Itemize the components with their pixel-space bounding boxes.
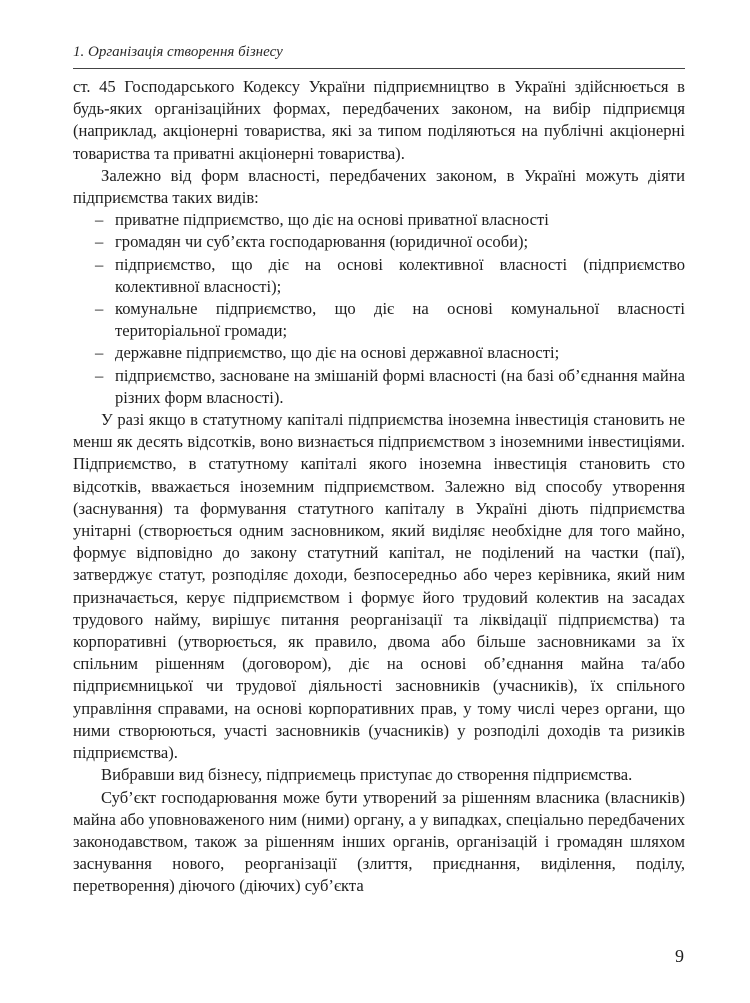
dash-marker: – [95,299,104,319]
list-item [73,231,685,253]
dash-marker: – [95,232,104,252]
dash-marker: – [95,210,104,230]
enterprise-types-list [73,209,685,409]
page-number: 9 [675,946,684,966]
list-item [73,254,685,298]
list-item [73,342,685,364]
paragraph-2: Залежно від форм власності, передбачених законом, в Україні можуть діяти підприємства таких видів: [73,165,685,208]
list-item [73,209,685,231]
list-item-text: приватне підприємство, що діє на основі приватної власності [115,210,549,230]
paragraph-1: ст. 45 Господарського Кодексу України підприємництво в Україні здійснюється в будь-яких організаційних формах, передбачених законом, на вибір підприємця (наприклад, акціонерні товариства, які за типом поділяються на публічні акціонерні товариства та приватні акціонерні товариства). [73,77,685,163]
dash-marker: – [95,365,104,385]
list-item-text: громадян чи суб’єкта господарювання (юридичної особи); [115,232,529,252]
list-item [73,365,685,409]
list-item [73,298,685,342]
dash-marker: – [95,254,104,274]
running-title: 1. Організація створення бізнесу [73,44,283,60]
list-item-text: підприємство, засноване на змішаній формі власності (на базі об’єднання майна різних форм власності). [115,365,685,407]
paragraph-4: Вибравши вид бізнесу, підприємець приступає до створення підприємства. [101,765,633,785]
paragraph-5: Суб’єкт господарювання може бути утворений за рішенням власника (власників) майна або уповноваженого ним (ними) органу, а у випадках, спеціально передбачених законодавством, також за рішенням інших органів, організацій і громадян шляхом заснування нового, реорганізації (злиття, приєднання, виділення, поділу, перетворення) діючого (діючих) суб’єкта [73,787,685,896]
list-item-text: підприємство, що діє на основі колективної власності (підприємство колективної власності); [115,254,685,296]
list-item-text: державне підприємство, що діє на основі державної власності; [115,343,560,363]
dash-marker: – [95,343,104,363]
body-text [73,76,685,898]
list-item-text: комунальне підприємство, що діє на основі комунальної власності територіальної громади; [115,299,685,341]
header-divider [73,68,685,69]
paragraph-3: У разі якщо в статутному капіталі підприємства іноземна інвестиція становить не менш як десять відсотків, воно визнається підприємством з іноземними інвестиціями. Підприємство, в статутному капіталі якого іноземна інвестиція становить сто відсотків, вважається іноземним підприємством. Залежно від способу утворення (заснування) та формування статутного капіталу в Україні діють підприємства унітарні (створюється одним засновником, який виділяє необхідне для того майно, формує відповідно до закону статутний капітал, не поділений на частки (паї), затверджує статут, розподіляє доходи, безпосередньо або через керівника, який ним призначається, керує підприємством і формує його трудовий колектив на засадах трудового найму, вирішує питання реорганізації та ліквідації підприємства) та корпоративні (утворюється, як правило, двома або більше засновниками за їх спільним рішенням (договором), діє на основі об’єднання майна та/або підприємницької чи трудової діяльності засновників (учасників), їх спільного управління справами, на основі корпоративних прав, у тому числі через органи, що ними створюються, участі засновників (учасників) у розподілі доходів та ризиків підприємства). [73,410,685,763]
